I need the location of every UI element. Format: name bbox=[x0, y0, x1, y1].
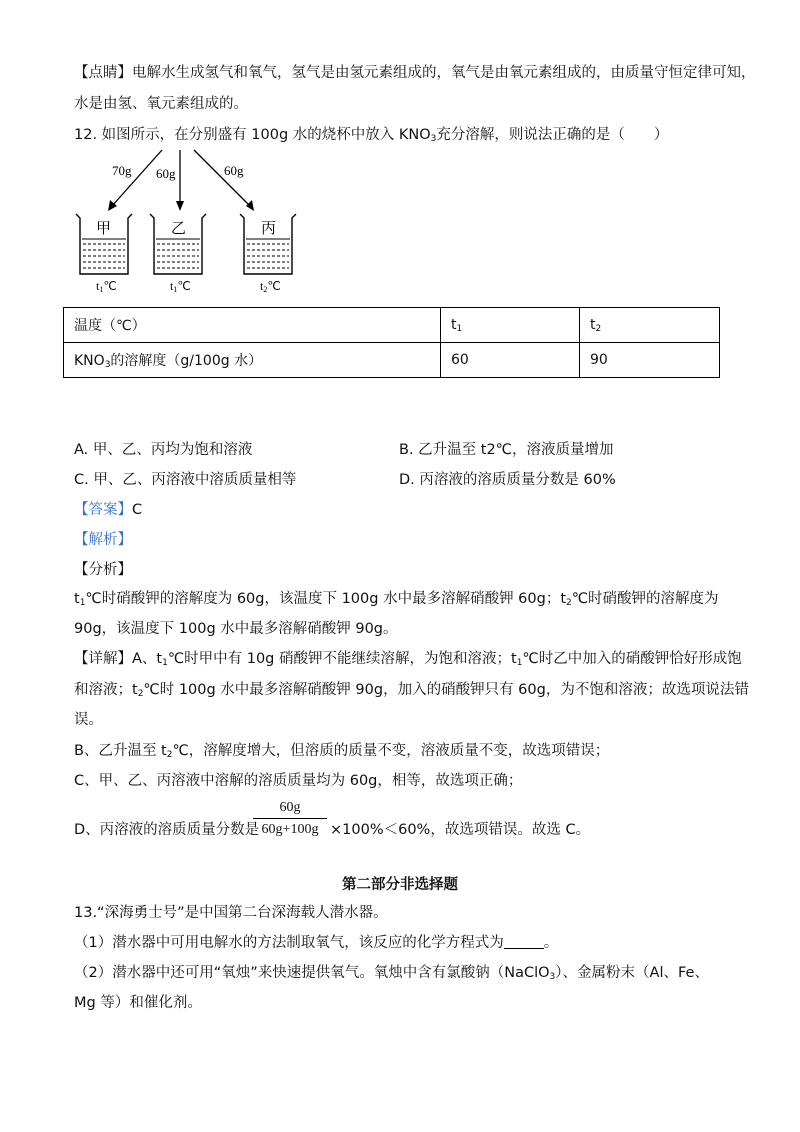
q12-stem-sub: 3 bbox=[430, 134, 437, 144]
q13-part1: （1）潜水器中可用电解水的方法制取氧气，该反应的化学方程式为 。 bbox=[74, 935, 559, 951]
table-cell: 温度（℃） bbox=[64, 308, 441, 343]
tip-tag: 【点睛】 bbox=[74, 65, 132, 81]
table-cell: $t_2$ bbox=[580, 308, 720, 343]
arrow-left bbox=[112, 150, 162, 206]
fenxi-line-1: $t_1℃$时硝酸钾的溶解度为 60g，该温度下 100g 水中最多溶解硝酸钾 60g；$t_2℃$时硝酸钾的溶解度为 bbox=[74, 591, 719, 608]
q13-part2-line2: Mg 等）和催化剂。 bbox=[74, 995, 202, 1011]
option-c: C. 甲、乙、丙溶液中溶质质量相等 bbox=[74, 472, 297, 488]
arrowhead-middle bbox=[176, 201, 184, 211]
beaker-label-bing: 丙 bbox=[261, 219, 277, 237]
q13-part2-line1: （2）潜水器中还可用“氧烛”来快速提供氧气。氧烛中含有氯酸钠（NaClO$_3$）、金属粉末（Al、Fe、 bbox=[74, 965, 709, 982]
beaker-label-jia: 甲 bbox=[96, 219, 112, 237]
table-cell: $KNO_3$的溶解度（g/100g 水） bbox=[64, 343, 441, 378]
beaker-bing bbox=[240, 214, 296, 274]
temp-label-2: t1℃ bbox=[170, 279, 191, 294]
tip-line-1 bbox=[74, 63, 756, 83]
option-d: D. 丙溶液的溶质质量分数是 60% bbox=[399, 472, 616, 488]
answer-tag: 【答案】 bbox=[74, 502, 132, 518]
detail-b: B、乙升温至 $t_2℃$，溶解度增大，但溶质的质量不变，溶液质量不变，故选项错误； bbox=[74, 743, 610, 760]
q13-stem: 13.“深海勇士号”是中国第二台深海载人潜水器。 bbox=[74, 905, 388, 921]
amount-label-1: 70g bbox=[112, 163, 132, 178]
q12-figure bbox=[70, 148, 310, 296]
answer-value: C bbox=[132, 502, 143, 518]
detail-d-b: ×100%＜60%，故选项错误。故选 C。 bbox=[330, 822, 591, 838]
fenxi-line-2: 90g，该温度下 100g 水中最多溶解硝酸钾 90g。 bbox=[74, 621, 398, 637]
option-b: B. 乙升温至 t2℃，溶液质量增加 bbox=[399, 442, 614, 458]
fraction-denominator: 60g+100g bbox=[261, 822, 319, 837]
detail-line-3: 误。 bbox=[74, 712, 103, 728]
q12-stem-text-b: 充分溶解，则说法正确的是（ ） bbox=[436, 127, 669, 143]
table-cell: 60 bbox=[441, 343, 580, 378]
fenxi-tag: 【分析】 bbox=[74, 562, 132, 578]
beaker-yi bbox=[150, 214, 206, 274]
answer-blank[interactable] bbox=[504, 934, 544, 949]
q12-stem-text-a: 12. 如图所示，在分别盛有 100g 水的烧杯中放入 KNO bbox=[74, 127, 431, 143]
tip-text-1: 电解水生成氢气和氧气，氢气是由氢元素组成的，氧气是由氧元素组成的，由质量守恒定律可知， bbox=[132, 65, 756, 81]
temp-label-3: t2℃ bbox=[260, 279, 281, 294]
arrowhead-right bbox=[246, 200, 254, 211]
arrow-right bbox=[194, 150, 250, 206]
option-a: A. 甲、乙、丙均为饱和溶液 bbox=[74, 442, 253, 458]
fraction bbox=[253, 798, 327, 841]
amount-label-3: 60g bbox=[224, 163, 244, 178]
table-row bbox=[64, 343, 720, 378]
detail-line-1: 【详解】A、$t_1℃$时甲中有 10g 硝酸钾不能继续溶解，为饱和溶液；$t_1℃$时乙中加入的硝酸钾恰好形成饱 bbox=[74, 651, 742, 668]
answer-line bbox=[74, 500, 142, 520]
detail-c: C、甲、乙、丙溶液中溶解的溶质质量均为 60g，相等，故选项正确； bbox=[74, 773, 523, 789]
beaker-jia bbox=[76, 214, 132, 274]
q12-stem bbox=[74, 125, 668, 149]
detail-line-2: 和溶液；$t_2℃$时 100g 水中最多溶解硝酸钾 90g，加入的硝酸钾只有 60g，为不饱和溶液；故选项说法错 bbox=[74, 682, 749, 699]
temp-label-1: t1℃ bbox=[96, 279, 117, 294]
table-row bbox=[64, 308, 720, 343]
table-cell: 90 bbox=[580, 343, 720, 378]
section-title: 第二部分非选择题 bbox=[342, 877, 458, 893]
tip-line-2: 水是由氢、氧元素组成的。 bbox=[74, 96, 248, 112]
detail-d-a: D、丙溶液的溶质质量分数是 bbox=[74, 822, 260, 838]
fraction-numerator: 60g bbox=[253, 798, 327, 819]
beaker-label-yi: 乙 bbox=[171, 219, 187, 237]
analysis-tag: 【解析】 bbox=[74, 532, 132, 548]
table-cell: $t_1$ bbox=[441, 308, 580, 343]
amount-label-2: 60g bbox=[156, 166, 176, 181]
solubility-table bbox=[63, 307, 720, 378]
